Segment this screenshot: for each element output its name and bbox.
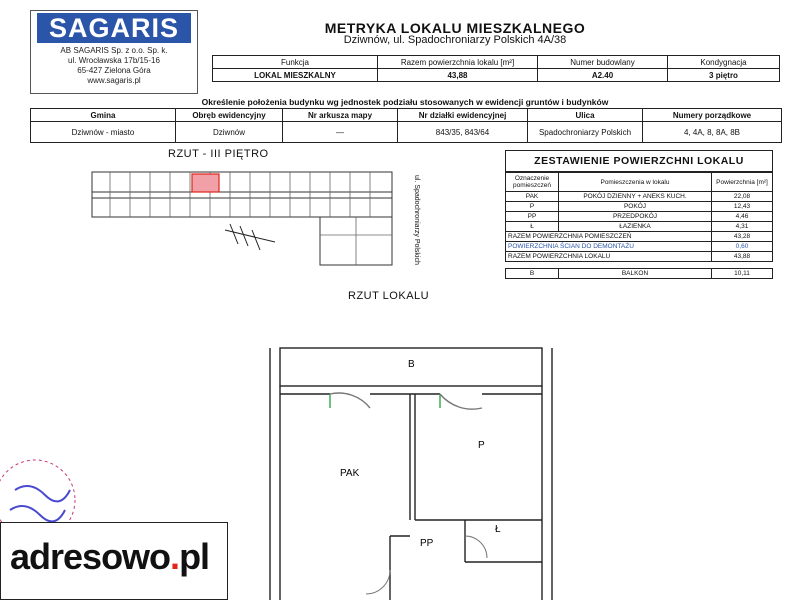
summary-header: Pomieszczenia w lokalu	[559, 173, 712, 192]
location-cell: 4, 4A, 8, 8A, 8B	[643, 122, 782, 143]
company-line: AB SAGARIS Sp. z o.o. Sp. k.	[60, 46, 168, 55]
walls-area: 0,60	[712, 242, 773, 252]
location-header: Gmina	[31, 109, 176, 122]
balcony-code: B	[506, 269, 559, 279]
room-name: POKÓJ	[559, 202, 712, 212]
table-row	[506, 222, 773, 232]
floor-plan-title: RZUT - III PIĘTRO	[168, 148, 269, 160]
room-area: 22,08	[712, 192, 773, 202]
unit-header: Kondygnacja	[668, 56, 780, 69]
room-name: ŁAZIENKA	[559, 222, 712, 232]
unit-plan-title: RZUT LOKALU	[348, 290, 430, 302]
document-title: METRYKA LOKALU MIESZKALNEGO	[324, 20, 586, 36]
unit-plan-drawing	[260, 340, 560, 600]
walls-label: POWIERZCHNIA ŚCIAN DO DEMONTAŻU	[506, 242, 712, 252]
street-label: ul. Spadochroniarzy Polskich	[413, 175, 420, 265]
room-code: PP	[506, 212, 559, 222]
total-rooms-area: 43,28	[712, 232, 773, 242]
floor-plan-drawing	[80, 160, 420, 270]
total-unit-label: RAZEM POWIERZCHNIA LOKALU	[506, 252, 712, 262]
unit-header: Numer budowlany	[538, 56, 668, 69]
company-link[interactable]: www.sagaris.pl	[87, 76, 141, 85]
adresowo-logo	[10, 536, 209, 578]
table-row	[506, 192, 773, 202]
table-row	[506, 242, 773, 252]
unit-header: Razem powierzchnia lokalu [m²]	[378, 56, 538, 69]
brand-tld: pl	[179, 536, 210, 577]
table-row	[506, 232, 773, 242]
table-row	[506, 202, 773, 212]
unit-table	[212, 55, 780, 82]
unit-cell: LOKAL MIESZKALNY	[213, 69, 378, 82]
location-header: Obręb ewidencyjny	[176, 109, 283, 122]
document-subtitle: Dziwnów, ul. Spadochroniarzy Polskich 4A/38	[343, 34, 567, 46]
room-area: 4,46	[712, 212, 773, 222]
room-code: Ł	[506, 222, 559, 232]
total-rooms-label: RAZEM POWIERZCHNIA POMIESZCZEŃ	[506, 232, 712, 242]
unit-cell: 3 piętro	[668, 69, 780, 82]
balcony-name: BALKON	[559, 269, 712, 279]
room-name: PRZEDPOKÓJ	[559, 212, 712, 222]
location-caption: Określenie położenia budynku wg jednostek podziału stosowanych w ewidencji gruntów i budynków	[201, 97, 609, 107]
room-area: 4,31	[712, 222, 773, 232]
company-line: ul. Wrocławska 17b/15-16	[68, 56, 160, 65]
location-table	[30, 108, 782, 143]
location-header: Nr działki ewidencyjnej	[398, 109, 528, 122]
room-label-pak: PAK	[340, 468, 360, 479]
room-label-l: Ł	[495, 524, 501, 535]
balcony-area: 10,11	[712, 269, 773, 279]
location-header: Ulica	[528, 109, 643, 122]
location-cell: Dziwnów	[176, 122, 283, 143]
summary-table	[505, 172, 773, 279]
unit-cell: 43,88	[378, 69, 538, 82]
room-code: PAK	[506, 192, 559, 202]
sagaris-logo: SAGARIS	[37, 13, 191, 43]
summary-header: Powierzchnia [m²]	[712, 173, 773, 192]
total-unit-area: 43,88	[712, 252, 773, 262]
location-header: Nr arkusza mapy	[283, 109, 398, 122]
unit-header: Funkcja	[213, 56, 378, 69]
unit-cell: A2.40	[538, 69, 668, 82]
room-label-p: P	[478, 440, 485, 451]
room-area: 12,43	[712, 202, 773, 212]
room-label-pp: PP	[420, 538, 434, 549]
brand-main: adresowo	[10, 536, 171, 577]
table-row	[506, 212, 773, 222]
table-row	[506, 269, 773, 279]
location-cell: —	[283, 122, 398, 143]
brand-dot: .	[170, 536, 180, 577]
room-label-b: B	[408, 359, 415, 370]
company-line: 65-427 Zielona Góra	[77, 66, 151, 75]
table-row	[506, 252, 773, 262]
location-cell: Dziwnów - miasto	[31, 122, 176, 143]
location-cell: Spadochroniarzy Polskich	[528, 122, 643, 143]
highlighted-unit	[192, 174, 219, 192]
room-name: POKÓJ DZIENNY + ANEKS KUCH.	[559, 192, 712, 202]
summary-header: Oznaczenie pomieszczeń	[506, 173, 559, 192]
room-code: P	[506, 202, 559, 212]
location-header: Numery porządkowe	[643, 109, 782, 122]
location-cell: 843/35, 843/64	[398, 122, 528, 143]
summary-title: ZESTAWIENIE POWIERZCHNI LOKALU	[505, 150, 773, 172]
